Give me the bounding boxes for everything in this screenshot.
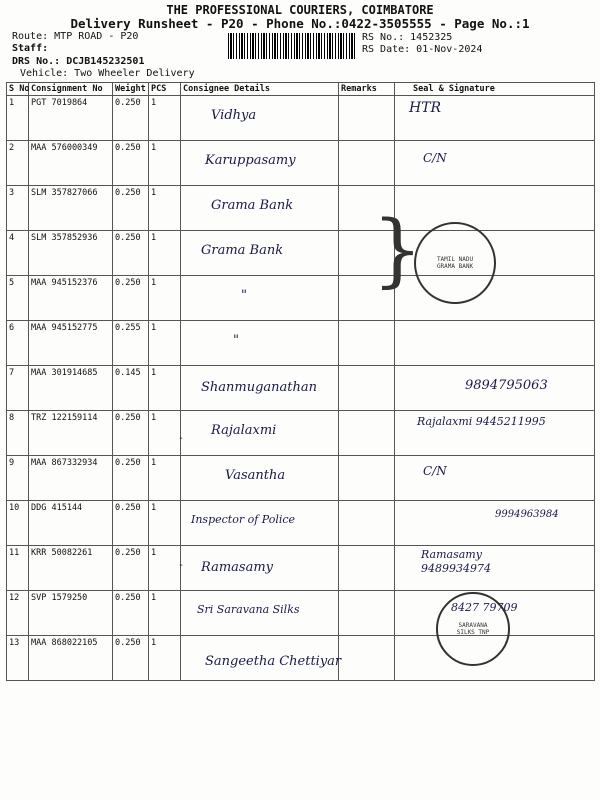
table-row bbox=[7, 456, 595, 501]
staff-label: Staff: bbox=[12, 43, 49, 54]
company-name: THE PROFESSIONAL COURIERS, COIMBATORE bbox=[166, 3, 434, 17]
col-pcs: PCS bbox=[149, 83, 181, 96]
table-row bbox=[7, 186, 595, 231]
grouping-brace: } bbox=[372, 203, 423, 296]
table-row bbox=[7, 231, 595, 276]
cell-pcs: 1 bbox=[149, 366, 181, 411]
silk-seal-text: SARAVANA SILKS TNP bbox=[456, 622, 490, 636]
cell-signature bbox=[395, 501, 595, 546]
cell-consignment: MAA 301914685 bbox=[29, 366, 113, 411]
table-row bbox=[7, 321, 595, 366]
table-header-row bbox=[7, 83, 595, 96]
table-row bbox=[7, 546, 595, 591]
cell-pcs: 1 bbox=[149, 96, 181, 141]
col-seal-signature: Seal & Signature bbox=[395, 83, 595, 96]
cell-remarks bbox=[339, 96, 395, 141]
cell-pcs: 1 bbox=[149, 276, 181, 321]
consignee-handwriting: Karuppasamy bbox=[205, 153, 296, 168]
cell-consignee bbox=[181, 141, 339, 186]
cell-remarks bbox=[339, 456, 395, 501]
signature-handwriting: C/N bbox=[423, 151, 447, 165]
consignee-handwriting: Grama Bank bbox=[201, 243, 284, 258]
signature-handwriting: C/N bbox=[423, 464, 447, 478]
cell-signature bbox=[395, 96, 595, 141]
cell-weight: 0.250 bbox=[113, 591, 149, 636]
rs-date: RS Date: 01-Nov-2024 bbox=[362, 44, 483, 55]
cell-weight: 0.250 bbox=[113, 231, 149, 276]
cell-sno: 2 bbox=[7, 141, 29, 186]
cell-weight: 0.255 bbox=[113, 321, 149, 366]
cell-consignee bbox=[181, 186, 339, 231]
cell-remarks bbox=[339, 411, 395, 456]
bank-seal-stamp bbox=[414, 222, 496, 304]
col-consignee: Consignee Details bbox=[181, 83, 339, 96]
cell-consignment: MAA 945152775 bbox=[29, 321, 113, 366]
cell-pcs: 1 bbox=[149, 321, 181, 366]
barcode-image bbox=[228, 33, 356, 59]
cell-remarks bbox=[339, 366, 395, 411]
cell-signature bbox=[395, 366, 595, 411]
consignee-handwriting: Vasantha bbox=[225, 468, 286, 483]
cell-consignment: DDG 415144 bbox=[29, 501, 113, 546]
cell-pcs: 1 bbox=[149, 591, 181, 636]
cell-consignment: KRR 50082261 bbox=[29, 546, 113, 591]
route-value: MTP ROAD - P20 bbox=[54, 31, 139, 42]
cell-consignee bbox=[181, 456, 339, 501]
col-remarks: Remarks bbox=[339, 83, 395, 96]
cell-sno: 4 bbox=[7, 231, 29, 276]
runsheet-table bbox=[6, 82, 595, 681]
cell-sno: 12 bbox=[7, 591, 29, 636]
consignee-handwriting: Sri Saravana Silks bbox=[197, 603, 300, 616]
cell-remarks bbox=[339, 501, 395, 546]
cell-sno: 3 bbox=[7, 186, 29, 231]
cell-consignment: TRZ 122159114 bbox=[29, 411, 113, 456]
consignee-handwriting: Grama Bank bbox=[211, 198, 294, 213]
cell-signature bbox=[395, 141, 595, 186]
cell-weight: 0.250 bbox=[113, 276, 149, 321]
signature-handwriting: Ramasamy 9489934974 bbox=[421, 548, 491, 575]
silk-seal-stamp bbox=[436, 592, 510, 666]
cell-remarks bbox=[339, 141, 395, 186]
cell-consignee bbox=[181, 231, 339, 276]
signature-handwriting: 9894795063 bbox=[465, 378, 548, 393]
consignee-handwriting: Sangeetha Chettiyar bbox=[205, 654, 342, 669]
col-weight: Weight bbox=[113, 83, 149, 96]
drs-label: DRS No.: bbox=[12, 56, 61, 67]
cell-weight: 0.250 bbox=[113, 96, 149, 141]
consignee-handwriting: Ramasamy bbox=[201, 560, 274, 575]
cell-weight: 0.250 bbox=[113, 456, 149, 501]
cell-sno: 8 bbox=[7, 411, 29, 456]
route-line bbox=[12, 31, 138, 42]
table-row bbox=[7, 141, 595, 186]
cell-consignee bbox=[181, 636, 342, 681]
cell-weight: 0.250 bbox=[113, 501, 149, 546]
cell-weight: 0.250 bbox=[113, 411, 149, 456]
cell-consignment: MAA 867332934 bbox=[29, 456, 113, 501]
col-consignment: Consignment No bbox=[29, 83, 113, 96]
cell-sno: 1 bbox=[7, 96, 29, 141]
consignee-handwriting: " bbox=[241, 288, 247, 303]
cell-consignee bbox=[181, 321, 339, 366]
cell-pcs: 1 bbox=[149, 501, 181, 546]
cell-consignment: MAA 945152376 bbox=[29, 276, 113, 321]
cell-consignment: PGT 7019864 bbox=[29, 96, 113, 141]
col-sno: S No bbox=[7, 83, 29, 96]
table-row bbox=[7, 411, 595, 456]
cell-weight: 0.250 bbox=[113, 546, 149, 591]
consignee-handwriting: " bbox=[233, 333, 239, 348]
cell-consignee bbox=[181, 366, 339, 411]
cell-signature bbox=[395, 186, 595, 231]
rs-number: RS No.: 1452325 bbox=[362, 32, 453, 43]
cell-consignee bbox=[181, 96, 339, 141]
cell-remarks bbox=[339, 636, 395, 681]
drs-value: DCJB145232501 bbox=[66, 56, 145, 67]
cell-signature bbox=[395, 456, 595, 501]
cell-remarks bbox=[339, 546, 395, 591]
cell-signature bbox=[395, 546, 595, 591]
cell-remarks bbox=[339, 321, 395, 366]
cell-sno: 11 bbox=[7, 546, 29, 591]
cell-consignee bbox=[178, 546, 339, 591]
dash-mark: - bbox=[178, 560, 185, 571]
vehicle-line: Vehicle: Two Wheeler Delivery bbox=[20, 68, 195, 79]
cell-consignee bbox=[181, 591, 339, 636]
cell-sno: 6 bbox=[7, 321, 29, 366]
consignee-handwriting: Rajalaxmi bbox=[211, 423, 277, 438]
cell-pcs: 1 bbox=[149, 636, 181, 681]
cell-consignee bbox=[181, 501, 339, 546]
cell-consignment: SLM 357827066 bbox=[29, 186, 113, 231]
cell-consignment: SVP 1579250 bbox=[29, 591, 113, 636]
cell-consignee bbox=[181, 276, 339, 321]
table-row bbox=[7, 96, 595, 141]
cell-consignment: MAA 868022105 bbox=[29, 636, 113, 681]
cell-consignment: SLM 357852936 bbox=[29, 231, 113, 276]
bank-seal-text: TAMIL NADU GRAMA BANK bbox=[436, 256, 474, 270]
cell-consignee bbox=[178, 411, 339, 456]
cell-consignment: MAA 576000349 bbox=[29, 141, 113, 186]
cell-weight: 0.250 bbox=[113, 636, 149, 681]
cell-weight: 0.250 bbox=[113, 186, 149, 231]
signature-handwriting: 8427 79709 bbox=[451, 601, 518, 614]
cell-pcs: 1 bbox=[149, 141, 181, 186]
cell-sno: 5 bbox=[7, 276, 29, 321]
cell-pcs: 1 bbox=[149, 546, 181, 591]
cell-remarks bbox=[339, 591, 395, 636]
signature-handwriting: HTR bbox=[409, 100, 442, 116]
cell-pcs: 1 bbox=[149, 456, 181, 501]
table-row bbox=[7, 501, 595, 546]
route-label: Route: bbox=[12, 31, 49, 42]
cell-sno: 9 bbox=[7, 456, 29, 501]
cell-signature bbox=[395, 411, 595, 456]
table-row bbox=[7, 276, 595, 321]
cell-signature bbox=[395, 321, 595, 366]
cell-pcs: 1 bbox=[149, 411, 181, 456]
signature-handwriting: 9994963984 bbox=[495, 509, 559, 520]
table-row bbox=[7, 366, 595, 411]
cell-weight: 0.250 bbox=[113, 141, 149, 186]
cell-sno: 13 bbox=[7, 636, 29, 681]
cell-sno: 7 bbox=[7, 366, 29, 411]
consignee-handwriting: Inspector of Police bbox=[191, 513, 296, 526]
runsheet-title: Delivery Runsheet - P20 - Phone No.:0422-3505555 - Page No.:1 bbox=[70, 16, 530, 31]
cell-pcs: 1 bbox=[149, 231, 181, 276]
drs-line bbox=[12, 56, 144, 67]
cell-pcs: 1 bbox=[149, 186, 181, 231]
consignee-handwriting: Shanmuganathan bbox=[201, 380, 318, 395]
signature-handwriting: Rajalaxmi 9445211995 bbox=[417, 415, 546, 428]
cell-sno: 10 bbox=[7, 501, 29, 546]
cell-weight: 0.145 bbox=[113, 366, 149, 411]
consignee-handwriting: Vidhya bbox=[211, 108, 257, 123]
dash-mark: - bbox=[178, 433, 185, 444]
